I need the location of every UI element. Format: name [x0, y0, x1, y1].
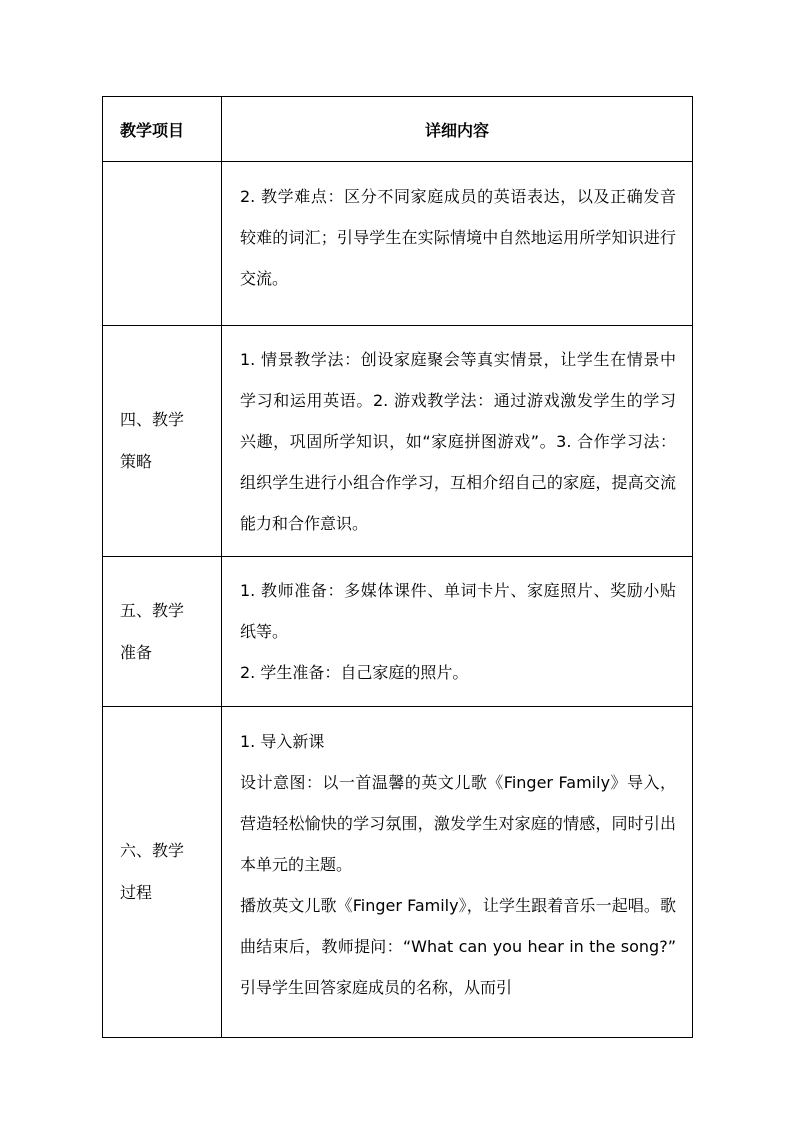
row-content-strategy: [222, 326, 693, 557]
row-label-preparation: [103, 557, 222, 707]
row-content-difficulties: [222, 162, 693, 326]
paragraph: 1. 教师准备：多媒体课件、单词卡片、家庭照片、奖励小贴纸等。: [240, 581, 676, 641]
row-content-preparation: [222, 557, 693, 707]
paragraph: 2. 教学难点：区分不同家庭成员的英语表达，以及正确发音较难的词汇；引导学生在实际情境中自然地运用所学知识进行交流。: [240, 187, 676, 288]
table-header-row: [103, 97, 693, 162]
row-label-line: 准备: [120, 642, 153, 662]
table-row: [103, 326, 693, 557]
table-row: [103, 707, 693, 1038]
table-row: [103, 557, 693, 707]
paragraph: 1. 导入新课: [240, 732, 325, 751]
row-label-empty: [103, 162, 222, 326]
header-teaching-item: 教学项目: [103, 97, 222, 162]
row-label-line: 过程: [120, 883, 153, 902]
lesson-plan-table: [102, 96, 693, 1038]
row-label-line: 五、教学: [120, 600, 185, 620]
row-label-process: [103, 707, 222, 1038]
paragraph: 2. 学生准备：自己家庭的照片。: [240, 663, 469, 682]
paragraph: 1. 情景教学法：创设家庭聚会等真实情景，让学生在情景中学习和运用英语。2. 游戏教学法：通过游戏激发学生的学习兴趣，巩固所学知识，如“家庭拼图游戏”。3. 合作学习法：组织学生进行小组合作学习，互相介绍自己的家庭，提高交流能力和合作意识。: [240, 349, 676, 533]
header-detail-content: 详细内容: [222, 97, 693, 162]
lesson-plan-page: [102, 96, 692, 1038]
paragraph: 设计意图：以一首温馨的英文儿歌《Finger Family》导入，营造轻松愉快的学习氛围，激发学生对家庭的情感，同时引出本单元的主题。: [240, 773, 676, 874]
row-label-strategy: [103, 326, 222, 557]
row-label-line: 六、教学: [120, 841, 185, 860]
table-row: [103, 162, 693, 326]
row-label-line: 策略: [120, 452, 153, 471]
row-content-process: [222, 707, 693, 1038]
row-label-line: 四、教学: [120, 410, 185, 429]
paragraph: 播放英文儿歌《Finger Family》，让学生跟着音乐一起唱。歌曲结束后，教师提问：“What can you hear in the song?” 引导学生回答家庭成员的名称，从而引: [240, 896, 676, 997]
